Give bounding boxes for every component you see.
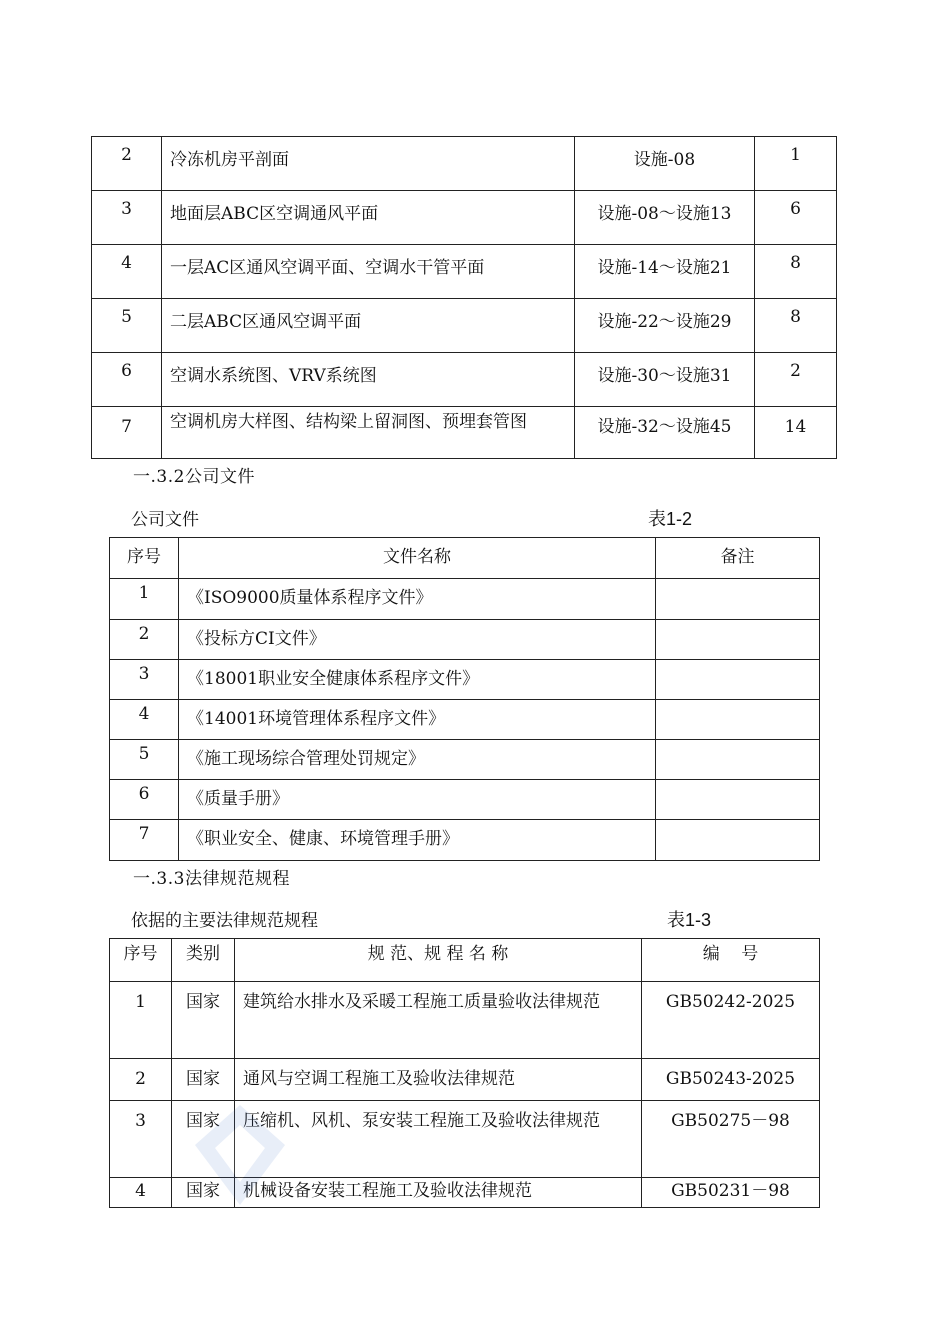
- sheet-count: 8: [755, 299, 837, 353]
- table-row: [110, 820, 820, 861]
- table-row: [110, 1101, 820, 1178]
- category: 国家: [172, 1178, 235, 1208]
- sheet-count: 8: [755, 245, 837, 299]
- header-code: 编 号: [642, 939, 820, 982]
- regulation-code: GB50275－98: [642, 1101, 820, 1178]
- document-note: [656, 579, 820, 620]
- table-row: [110, 660, 820, 700]
- regulation-name: 通风与空调工程施工及验收法律规范: [235, 1059, 642, 1101]
- regulation-name: 压缩机、风机、泵安装工程施工及验收法律规范: [235, 1101, 642, 1178]
- regulation-name: 机械设备安装工程施工及验收法律规范: [235, 1178, 642, 1208]
- row-number: 1: [110, 982, 172, 1059]
- header-type: 类别: [172, 939, 235, 982]
- drawing-name: 一层AC区通风空调平面、空调水干管平面: [162, 245, 575, 299]
- header-note: 备注: [656, 538, 820, 579]
- row-number: 3: [110, 1101, 172, 1178]
- row-number: 2: [110, 1059, 172, 1101]
- table-caption: 依据的主要法律规范规程: [131, 911, 318, 931]
- table-row: [92, 299, 837, 353]
- table-caption: 公司文件: [131, 510, 199, 530]
- table-header-row: [110, 538, 820, 579]
- header-name: 文件名称: [179, 538, 656, 579]
- document-note: [656, 740, 820, 780]
- sheet-count: 6: [755, 191, 837, 245]
- drawing-code: 设施-14～设施21: [575, 245, 755, 299]
- row-number: 4: [110, 700, 179, 740]
- table-row: [110, 579, 820, 620]
- sheet-count: 2: [755, 353, 837, 407]
- regulation-code: GB50243-2025: [642, 1059, 820, 1101]
- table-row: [110, 1059, 820, 1101]
- document-note: [656, 660, 820, 700]
- row-number: 5: [92, 299, 162, 353]
- regulation-code: GB50231－98: [642, 1178, 820, 1208]
- header-no: 序号: [110, 939, 172, 982]
- table-row: [92, 191, 837, 245]
- row-number: 3: [92, 191, 162, 245]
- row-number: 5: [110, 740, 179, 780]
- row-number: 7: [92, 407, 162, 459]
- row-number: 7: [110, 820, 179, 861]
- drawing-name: 空调水系统图、VRV系统图: [162, 353, 575, 407]
- row-number: 2: [92, 137, 162, 191]
- drawing-code: 设施-32～设施45: [575, 407, 755, 459]
- category: 国家: [172, 982, 235, 1059]
- section-heading: 一.3.3法律规范规程: [133, 869, 290, 889]
- row-number: 6: [110, 780, 179, 820]
- table-number: 表1-2: [648, 509, 693, 529]
- document-note: [656, 820, 820, 861]
- header-name: 规 范、规 程 名 称: [235, 939, 642, 982]
- table-row: [110, 982, 820, 1059]
- section-heading: 一.3.2公司文件: [133, 467, 255, 487]
- document-name: 《职业安全、健康、环境管理手册》: [179, 820, 656, 861]
- document-name: 《14001环境管理体系程序文件》: [179, 700, 656, 740]
- row-number: 4: [110, 1178, 172, 1208]
- table-row: [92, 137, 837, 191]
- document-name: 《18001职业安全健康体系程序文件》: [179, 660, 656, 700]
- drawing-code: 设施-08: [575, 137, 755, 191]
- document-name: 《质量手册》: [179, 780, 656, 820]
- drawing-name: 地面层ABC区空调通风平面: [162, 191, 575, 245]
- sheet-count: 1: [755, 137, 837, 191]
- table-row: [92, 407, 837, 459]
- regulation-code: GB50242-2025: [642, 982, 820, 1059]
- table-row: [110, 620, 820, 660]
- drawing-name: 冷冻机房平剖面: [162, 137, 575, 191]
- company-documents-table: [109, 537, 820, 861]
- drawing-code: 设施-08～设施13: [575, 191, 755, 245]
- table-header-row: [110, 939, 820, 982]
- regulation-name: 建筑给水排水及采暖工程施工质量验收法律规范: [235, 982, 642, 1059]
- drawing-code: 设施-30～设施31: [575, 353, 755, 407]
- table-row: [110, 780, 820, 820]
- document-name: 《投标方CI文件》: [179, 620, 656, 660]
- header-no: 序号: [110, 538, 179, 579]
- row-number: 3: [110, 660, 179, 700]
- document-note: [656, 620, 820, 660]
- document-name: 《施工现场综合管理处罚规定》: [179, 740, 656, 780]
- drawing-name: 二层ABC区通风空调平面: [162, 299, 575, 353]
- table-row: [92, 245, 837, 299]
- table-row: [110, 700, 820, 740]
- sheet-count: 14: [755, 407, 837, 459]
- table-row: [110, 1178, 820, 1208]
- category: 国家: [172, 1101, 235, 1178]
- document-name: 《ISO9000质量体系程序文件》: [179, 579, 656, 620]
- regulations-table: [109, 938, 820, 1208]
- document-note: [656, 700, 820, 740]
- row-number: 6: [92, 353, 162, 407]
- drawing-code: 设施-22～设施29: [575, 299, 755, 353]
- drawings-table: [91, 136, 837, 459]
- table-row: [92, 353, 837, 407]
- category: 国家: [172, 1059, 235, 1101]
- document-note: [656, 780, 820, 820]
- table-row: [110, 740, 820, 780]
- row-number: 2: [110, 620, 179, 660]
- row-number: 1: [110, 579, 179, 620]
- table-number: 表1-3: [667, 910, 712, 930]
- row-number: 4: [92, 245, 162, 299]
- drawing-name: 空调机房大样图、结构梁上留洞图、预埋套管图: [162, 407, 575, 459]
